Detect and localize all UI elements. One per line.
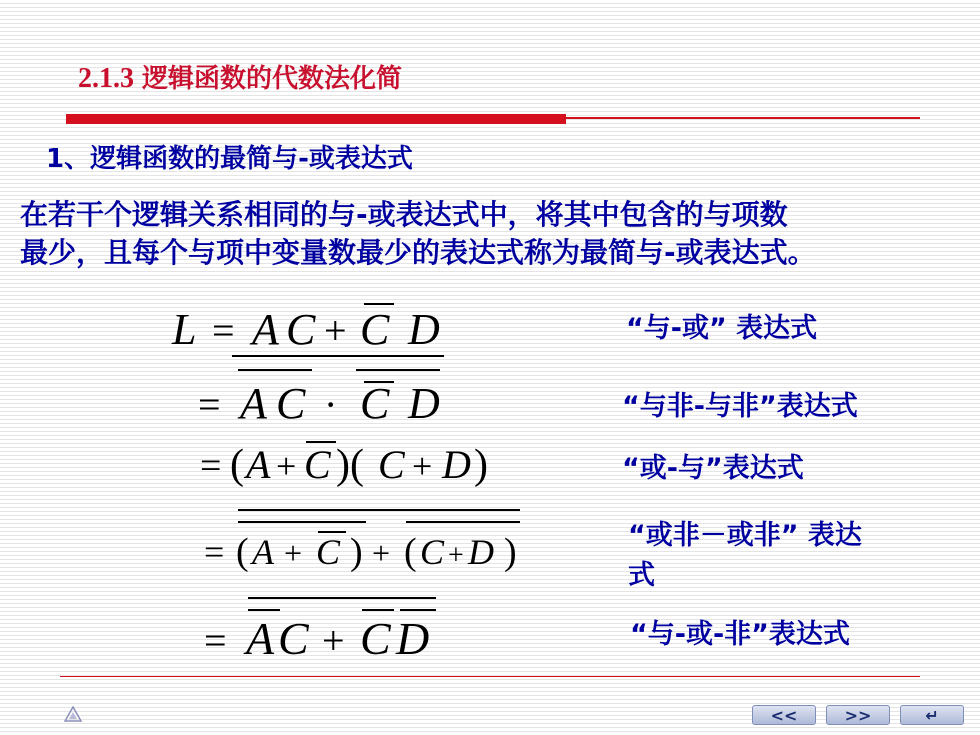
section-title [78, 58, 402, 95]
svg-text:): ) [504, 531, 517, 573]
svg-text:+: + [324, 308, 347, 353]
subheading: 1、逻辑函数的最简与-或表达式 [46, 144, 413, 174]
svg-text:A: A [246, 613, 275, 664]
formula-row-1 [171, 304, 440, 354]
formula-row-5 [204, 598, 436, 664]
formula-block [150, 292, 620, 682]
label-nor-nor-line-2: 式 [628, 560, 655, 591]
svg-text:D: D [408, 379, 440, 428]
label-nand-nand: “与非-与非”表达式 [622, 391, 858, 422]
svg-text:+: + [372, 535, 391, 571]
svg-text:C: C [360, 379, 390, 428]
svg-text:=: = [212, 308, 235, 353]
svg-text:): ) [350, 531, 363, 573]
title-underline-thick [66, 114, 566, 124]
svg-text:C: C [278, 613, 309, 664]
svg-text:+: + [284, 535, 303, 571]
svg-text:=: = [204, 618, 227, 663]
section-number: 2.1.3 [78, 63, 134, 94]
svg-text:D: D [442, 442, 471, 487]
svg-text:(: ( [230, 442, 244, 488]
prev-slide-button[interactable]: << [752, 705, 816, 725]
triangle-logo-icon [64, 706, 82, 722]
svg-text:+: + [412, 446, 433, 486]
svg-text:C: C [304, 442, 331, 487]
paragraph-line-1: 在若干个逻辑关系相同的与-或表达式中，将其中包含的与项数 [20, 198, 788, 231]
svg-text:+: + [448, 540, 464, 571]
svg-text:C: C [286, 305, 316, 354]
definition-paragraph [20, 196, 970, 272]
svg-text:C: C [360, 305, 390, 354]
svg-text:A: A [246, 442, 271, 487]
label-and-or: “与-或” 表达式 [626, 313, 818, 344]
svg-text:C: C [378, 442, 405, 487]
svg-text:D: D [396, 613, 430, 664]
svg-text:L: L [172, 305, 197, 354]
section-name: 逻辑函数的代数法化简 [142, 64, 403, 94]
svg-text:=: = [200, 445, 222, 487]
svg-text:C: C [316, 532, 341, 572]
svg-text:+: + [322, 618, 345, 663]
svg-text:·: · [324, 382, 338, 427]
svg-text:(: ( [236, 531, 249, 573]
label-and-or-not: “与-或-非”表达式 [630, 619, 850, 650]
svg-text:C: C [420, 532, 445, 572]
svg-text:C: C [360, 613, 391, 664]
return-button[interactable]: ↵ [900, 705, 964, 725]
svg-text:A: A [240, 379, 267, 428]
formula-row-2 [198, 356, 444, 428]
svg-text:)(: )( [336, 442, 364, 488]
svg-text:=: = [204, 532, 225, 572]
svg-text:D: D [468, 532, 494, 572]
label-nor-nor-line-1: “或非－或非” 表达 [628, 520, 862, 551]
svg-text:C: C [276, 379, 306, 428]
svg-text:+: + [276, 446, 297, 486]
formula-row-4 [204, 510, 520, 573]
svg-text:D: D [408, 305, 440, 354]
label-nor-nor [628, 516, 862, 596]
formula-svg [150, 292, 620, 682]
svg-text:=: = [198, 382, 221, 427]
footer-rule [60, 676, 920, 677]
next-slide-button[interactable]: >> [826, 705, 890, 725]
svg-text:(: ( [404, 531, 417, 573]
paragraph-line-2: 最少，且每个与项中变量数最少的表达式称为最简与-或表达式。 [20, 236, 816, 269]
svg-text:A: A [252, 532, 274, 572]
formula-row-3 [200, 442, 488, 488]
svg-text:A: A [252, 305, 279, 354]
svg-text:): ) [474, 442, 488, 488]
label-or-and: “或-与”表达式 [622, 453, 804, 484]
title-underline-thin [566, 117, 920, 119]
